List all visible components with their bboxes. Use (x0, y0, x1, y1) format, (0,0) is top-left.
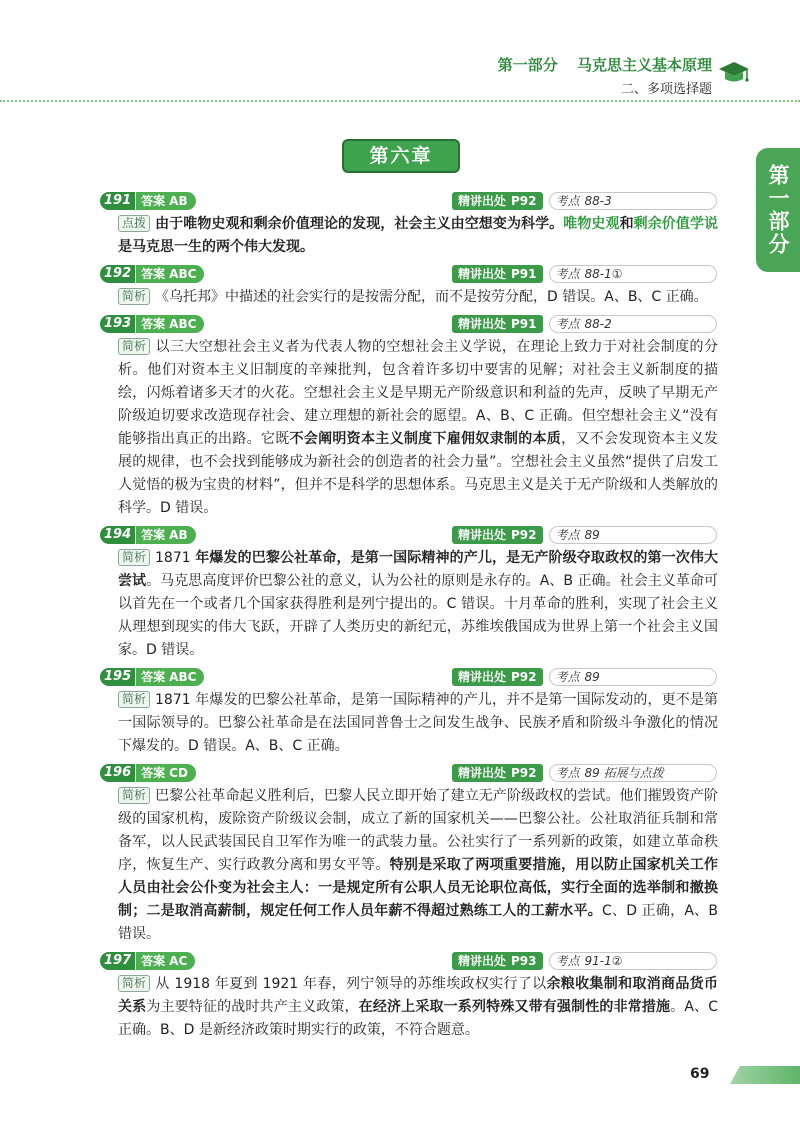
exam-point (549, 526, 717, 544)
source-label: 精讲出处 (458, 766, 507, 780)
point-label: 考点 (555, 670, 580, 684)
entry-header (100, 523, 720, 547)
point-value: 91-1② (584, 954, 623, 968)
entry-body (118, 286, 718, 309)
header-title: 马克思主义基本原理 (576, 56, 712, 74)
point-label: 考点 (555, 954, 580, 968)
source-badge[interactable] (452, 668, 543, 686)
source-ref (452, 192, 717, 210)
point-label: 考点 (555, 766, 580, 780)
entry-body (118, 973, 718, 1042)
source-label: 精讲出处 (458, 954, 507, 968)
answer-list (100, 186, 720, 1044)
source-label: 精讲出处 (458, 670, 507, 684)
note-tag: 简析 (118, 691, 150, 708)
bold-text: 在经济上采取一系列特殊又带有强制性的非常措施 (358, 999, 671, 1015)
answer-value: ABC (169, 317, 197, 331)
question-number: 194 (100, 526, 135, 544)
body-text: 。A、C 正确。B、D 是新经济政策时期实行的政策，不符合题意。 (118, 999, 719, 1038)
source-badge[interactable] (452, 192, 543, 210)
header-part: 第一部分 (497, 56, 558, 74)
note-tag: 简析 (118, 787, 150, 804)
point-label: 考点 (555, 528, 580, 542)
entry-header (100, 949, 720, 973)
answer-badge (136, 764, 196, 782)
answer-badge (136, 315, 204, 333)
source-badge[interactable] (452, 764, 543, 782)
source-page: P92 (511, 670, 537, 684)
running-header (498, 54, 712, 75)
side-tab-part[interactable]: 第一部分 (756, 148, 800, 272)
chapter-title: 第六章 (342, 139, 460, 173)
answer-value: AB (169, 194, 188, 208)
body-text: 1871 年爆发的巴黎公社革命，是第一国际精神的产儿，并不是第一国际发动的，更不是第一国际领导的。巴黎公社革命是在法国同普鲁士之间发生战争、民族矛盾和阶级斗争激化的情况下爆发的。D 错误。A、B、C 正确。 (118, 692, 718, 754)
source-ref (452, 526, 717, 544)
page-number: 69 (690, 1066, 710, 1082)
source-badge[interactable] (452, 265, 543, 283)
entry-header (100, 665, 720, 689)
bold-text: 余粮收集制和取消商品货币关系 (118, 976, 718, 1015)
answer-value: AC (169, 954, 188, 968)
body-text: 巴黎公社革命起义胜利后，巴黎人民立即开始了建立无产阶级政权的尝试。他们摧毁资产阶级的国家机构，废除资产阶级议会制，成立了新的国家机关——巴黎公社。公社取消征兵制和常备军，以人民武装国民自卫军作为唯一的武装力量。公社实行了一系列新的政策，如建立革命秩序，恢复生产、实行政教分离和男女平等。 (118, 788, 718, 873)
exam-point (549, 192, 717, 210)
question-number: 196 (100, 764, 135, 782)
point-label: 考点 (555, 317, 580, 331)
exam-point (549, 668, 717, 686)
entry-body (118, 689, 718, 758)
answer-value: ABC (169, 267, 197, 281)
source-ref (452, 668, 717, 686)
point-value: 88-2 (584, 317, 612, 331)
entry-header (100, 189, 720, 213)
body-text: 以三大空想社会主义者为代表人物的空想社会主义学说，在理论上致力于对社会制度的分析。他们对资本主义旧制度的辛辣批判，包含着许多切中要害的见解；对社会主义新制度的描绘，闪烁着诸多天才的火花。空想社会主义是早期无产阶级意识和利益的先声，反映了早期无产阶级迫切要求改造现存社会、建立理想的新社会的愿望。A、B、C 正确。但空想社会主义“没有能够指出真正的出路。它既 (118, 339, 718, 447)
body-text: 。马克思高度评价巴黎公社的意义，认为公社的原则是永存的。A、B 正确。社会主义革命可以首先在一个或者几个国家获得胜利是列宁提出的。C 错误。十月革命的胜利，实现了社会主义从理想到现实的伟大飞跃，开辟了人类历史的新纪元，苏维埃俄国成为世界上第一个社会主义国家。D 错误。 (118, 573, 719, 658)
note-tag: 简析 (118, 288, 150, 305)
source-page: P92 (511, 194, 537, 208)
source-label: 精讲出处 (458, 194, 507, 208)
entry-header (100, 262, 720, 286)
note-tag: 简析 (118, 338, 150, 355)
entry-body (118, 213, 718, 259)
exam-point (549, 764, 717, 782)
answer-badge (136, 952, 195, 970)
exam-point (549, 265, 717, 283)
bold-text: 年爆发的巴黎公社革命，是第一国际精神的产儿，是无产阶级夺取政权的第一次伟大尝试 (118, 550, 718, 589)
question-number: 193 (100, 315, 135, 333)
question-number: 192 (100, 265, 135, 283)
answer-label: 答案 (141, 317, 166, 331)
question-number: 191 (100, 192, 135, 210)
graduation-cap-icon (718, 60, 750, 86)
source-badge[interactable] (452, 952, 543, 970)
source-label: 精讲出处 (458, 317, 507, 331)
entry-body (118, 336, 718, 520)
source-label: 精讲出处 (458, 528, 507, 542)
highlight-text: 唯物史观 (563, 216, 620, 232)
note-tag: 简析 (118, 975, 150, 992)
source-badge[interactable] (452, 315, 543, 333)
source-label: 精讲出处 (458, 267, 507, 281)
source-page: P91 (511, 267, 537, 281)
entry-header (100, 761, 720, 785)
point-label: 考点 (555, 194, 580, 208)
source-page: P93 (511, 954, 537, 968)
question-number: 195 (100, 668, 135, 686)
question-number: 197 (100, 952, 135, 970)
body-text: 为主要特征的战时共产主义政策， (146, 999, 359, 1015)
answer-label: 答案 (141, 954, 166, 968)
highlight-text: 剩余价值学说 (633, 216, 719, 232)
answer-badge (136, 192, 195, 210)
exam-point (549, 952, 717, 970)
note-tag: 简析 (118, 549, 150, 566)
point-value: 88-3 (584, 194, 612, 208)
answer-label: 答案 (141, 670, 166, 684)
entry-header (100, 312, 720, 336)
source-page: P92 (511, 528, 537, 542)
bold-text: 不会阐明资本主义制度下雇佣奴隶制的本质 (289, 431, 562, 447)
body-text: 是马克思一生的两个伟大发现。 (118, 239, 314, 255)
source-ref (452, 952, 717, 970)
answer-label: 答案 (141, 528, 166, 542)
answer-badge (136, 668, 204, 686)
answer-label: 答案 (141, 766, 166, 780)
point-value: 89 拓展与点拨 (584, 766, 664, 780)
source-ref (452, 764, 717, 782)
source-page: P91 (511, 317, 537, 331)
source-badge[interactable] (452, 526, 543, 544)
point-label: 考点 (555, 267, 580, 281)
body-text: 和 (619, 216, 634, 232)
body-text: C、D 正确，A、B 错误。 (118, 903, 719, 942)
answer-badge (136, 526, 195, 544)
body-text: ，又不会发现资本主义发展的规律，也不会找到能够成为新社会的创造者的社会力量”。空想社会主义虽然“提供了启发工人觉悟的极为宝贵的材料”，但并不是科学的思想体系。马克思主义是关于无产阶级和人类解放的科学。D 错误。 (118, 431, 719, 516)
answer-value: ABC (169, 670, 197, 684)
page-strip-decoration (730, 1066, 800, 1084)
entry-body (118, 785, 718, 946)
answer-badge (136, 265, 204, 283)
answer-value: AB (169, 528, 188, 542)
source-ref (452, 265, 717, 283)
answer-value: CD (169, 766, 188, 780)
body-text: 《乌托邦》中描述的社会实行的是按需分配，而不是按劳分配，D 错误。A、B、C 正确。 (155, 289, 708, 305)
bold-text: 特别是采取了两项重要措施，用以防止国家机关工作人员由社会公仆变为社会主人：一是规定所有公职人员无论职位高低，实行全面的选举制和撤换制；二是取消高薪制，规定任何工作人员年薪不得超过熟练工人的工薪水平。 (118, 857, 719, 919)
source-ref (452, 315, 717, 333)
header-divider (0, 100, 800, 102)
point-value: 89 (584, 670, 600, 684)
source-page: P92 (511, 766, 537, 780)
answer-label: 答案 (141, 194, 166, 208)
body-text: 1871 (155, 550, 196, 566)
answer-label: 答案 (141, 267, 166, 281)
body-text: 从 1918 年夏到 1921 年春，列宁领导的苏维埃政权实行了以 (155, 976, 547, 992)
body-text: 由于唯物史观和剩余价值理论的发现，社会主义由空想变为科学。 (155, 216, 564, 232)
header-section: 二、多项选择题 (620, 82, 712, 97)
note-tag: 点拨 (118, 215, 150, 232)
entry-body (118, 547, 718, 662)
point-value: 88-1① (584, 267, 623, 281)
exam-point (549, 315, 717, 333)
point-value: 89 (584, 528, 600, 542)
